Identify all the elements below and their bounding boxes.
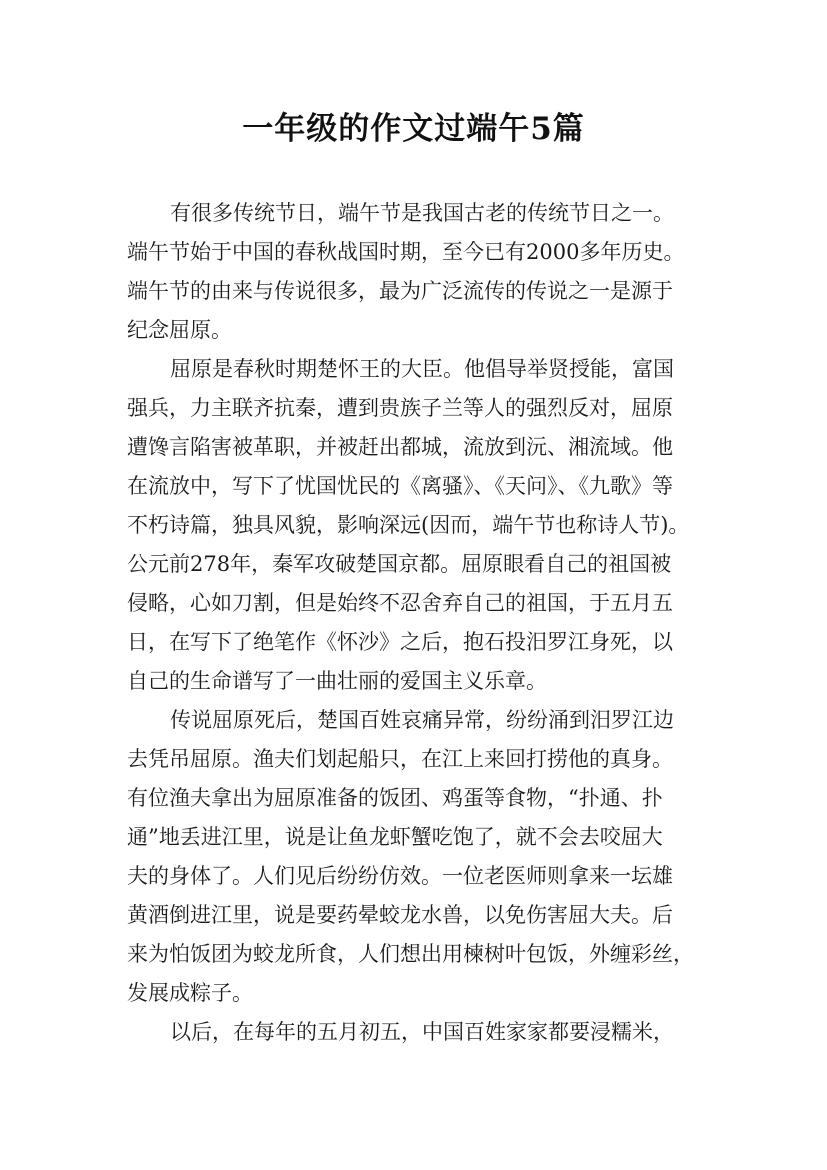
paragraph-first-line: 屈原是春秋时期楚怀王的大臣。他倡导举贤授能，富国 — [170, 357, 674, 381]
paragraph-first-line: 传说屈原死后，楚国百姓哀痛异常，纷纷涌到汨罗江边 — [170, 708, 674, 732]
text-line: 在流放中，写下了忧国忧民的《离骚》、《天问》、《九歌》等 — [127, 474, 673, 498]
text-line: 有位渔夫拿出为屈原准备的饭团、鸡蛋等食物，“扑通、扑 — [127, 786, 663, 810]
text-line: 强兵，力主联齐抗秦，遭到贵族子兰等人的强烈反对，屈原 — [127, 396, 673, 420]
text-line: 公元前278年，秦军攻破楚国京都。屈原眼看自己的祖国被 — [127, 552, 672, 576]
document-body — [127, 194, 717, 1052]
text-line: 纪念屈原。 — [127, 318, 232, 342]
document-title: 一年级的作文过端午5篇 — [242, 111, 585, 147]
text-line: 端午节始于中国的春秋战国时期，至今已有2000多年历史。 — [127, 240, 685, 264]
text-line: 侵略，心如刀割，但是始终不忍舍弃自己的祖国，于五月五 — [127, 591, 673, 615]
paragraph-first-line: 以后，在每年的五月初五，中国百姓家家都要浸糯米， — [170, 1020, 674, 1044]
text-line: 通”地丢进江里，说是让鱼龙虾蟹吃饱了，就不会去咬屈大 — [127, 825, 663, 849]
text-line: 来为怕饭团为蛟龙所食，人们想出用楝树叶包饭，外缠彩丝， — [127, 942, 694, 966]
text-line: 夫的身体了。人们见后纷纷仿效。一位老医师则拿来一坛雄 — [127, 864, 673, 888]
text-line: 去凭吊屈原。渔夫们划起船只，在江上来回打捞他的真身。 — [127, 747, 673, 771]
paragraph-first-line: 有很多传统节日，端午节是我国古老的传统节日之一。 — [170, 201, 674, 225]
text-line: 遭馋言陷害被革职，并被赶出都城，流放到沅、湘流域。他 — [127, 435, 673, 459]
text-line: 不朽诗篇，独具风貌，影响深远(因而，端午节也称诗人节)。 — [127, 513, 690, 537]
text-line: 黄酒倒进江里，说是要药晕蛟龙水兽，以免伤害屈大夫。后 — [127, 903, 673, 927]
text-line: 自己的生命谱写了一曲壮丽的爱国主义乐章。 — [127, 669, 547, 693]
text-line: 发展成粽子。 — [127, 981, 253, 1005]
text-line: 端午节的由来与传说很多，最为广泛流传的传说之一是源于 — [127, 279, 673, 303]
text-line: 日，在写下了绝笔作《怀沙》之后，抱石投汨罗江身死，以 — [127, 630, 673, 654]
